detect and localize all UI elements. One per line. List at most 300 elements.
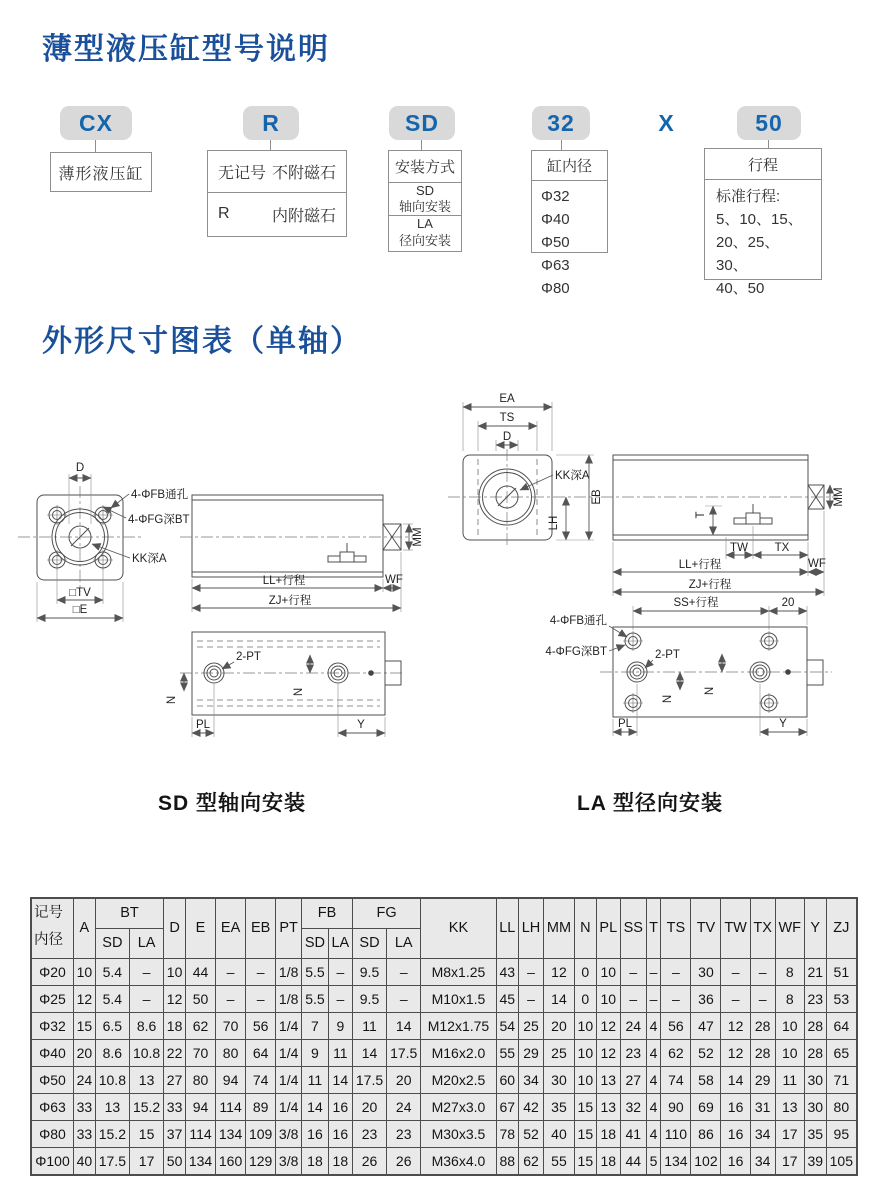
table-cell: 14 — [721, 1067, 750, 1094]
table-cell: 12 — [721, 1040, 750, 1067]
dim-label-fb-holes: 4-ΦFB通孔 — [549, 615, 607, 627]
table-cell: M30x3.5 — [421, 1121, 496, 1148]
col-header-fb: FB — [302, 898, 353, 929]
table-cell: 94 — [216, 1067, 246, 1094]
sub-header-fb-la: LA — [328, 929, 352, 959]
dim-label-fg-holes: 4-ΦFG深BT — [545, 646, 607, 658]
dim-label-ll-stroke: LL+行程 — [262, 575, 306, 587]
table-cell: 8.6 — [95, 1040, 129, 1067]
col-header-lh: LH — [519, 898, 544, 959]
table-cell: 16 — [721, 1148, 750, 1176]
dim-label-d: D — [75, 462, 85, 474]
table-row — [31, 1148, 857, 1176]
row-label: Φ32 — [31, 1013, 73, 1040]
table-cell: 10 — [574, 1013, 596, 1040]
dim-label-20: 20 — [781, 597, 795, 609]
sub-header-fb-sd: SD — [302, 929, 329, 959]
col-header-y: Y — [804, 898, 826, 959]
table-cell: 30 — [804, 1094, 826, 1121]
table-cell: M8x1.25 — [421, 959, 496, 986]
table-cell: – — [646, 959, 661, 986]
table-cell: 30 — [804, 1067, 826, 1094]
table-cell: 10.8 — [129, 1040, 163, 1067]
col-header-ea: EA — [216, 898, 246, 959]
dim-label-fb-holes: 4-ΦFB通孔 — [131, 489, 189, 501]
col-header-eb: EB — [246, 898, 276, 959]
dim-label-tw: TW — [730, 542, 748, 554]
table-cell: 90 — [661, 1094, 691, 1121]
dim-label-ea: EA — [499, 393, 515, 405]
table-cell: 62 — [661, 1040, 691, 1067]
table-cell: 65 — [826, 1040, 857, 1067]
table-cell: 15 — [574, 1094, 596, 1121]
dimension-table — [30, 897, 858, 1176]
table-cell: 26 — [352, 1148, 386, 1176]
dim-label-tv: □TV — [69, 587, 91, 599]
magnet-option-row — [208, 151, 346, 193]
col-header-tx: TX — [750, 898, 775, 959]
table-cell: 74 — [246, 1067, 276, 1094]
col-header-kk: KK — [421, 898, 496, 959]
table-cell: – — [129, 986, 163, 1013]
table-row — [31, 959, 857, 986]
header-corner — [31, 898, 73, 959]
table-cell: 58 — [691, 1067, 721, 1094]
dim-label-n: N — [293, 687, 305, 697]
table-cell: – — [661, 959, 691, 986]
la-mounting-caption: LA 型径向安装 — [576, 792, 724, 815]
dim-label-2pt: 2-PT — [655, 649, 680, 661]
table-cell: – — [387, 986, 421, 1013]
mounting-option-sd — [389, 183, 461, 216]
table-cell: 52 — [519, 1121, 544, 1148]
col-header-ll: LL — [496, 898, 518, 959]
model-section-title: 薄型液压缸型号说明 — [42, 33, 330, 66]
dim-label-ss-stroke: SS+行程 — [673, 597, 719, 609]
col-header-ts: TS — [661, 898, 691, 959]
table-cell: 5.4 — [95, 959, 129, 986]
table-cell: 9.5 — [352, 986, 386, 1013]
table-cell: 8.6 — [129, 1013, 163, 1040]
bore-size-line: Φ80 — [541, 280, 570, 297]
table-cell: – — [519, 959, 544, 986]
table-row — [31, 1094, 857, 1121]
stroke-line: 40、50 — [716, 280, 765, 297]
table-cell: 1/4 — [276, 1094, 302, 1121]
cx-description-box: 薄形液压缸 — [50, 152, 152, 192]
table-cell: 89 — [246, 1094, 276, 1121]
table-cell: 0 — [574, 986, 596, 1013]
table-cell: 27 — [164, 1067, 186, 1094]
stroke-box-header: 行程 — [705, 149, 821, 180]
table-cell: 74 — [661, 1067, 691, 1094]
table-cell: 10 — [73, 959, 95, 986]
table-cell: 28 — [804, 1013, 826, 1040]
table-cell: 11 — [352, 1013, 386, 1040]
table-cell: – — [246, 959, 276, 986]
table-cell: 70 — [185, 1040, 215, 1067]
table-cell: – — [216, 959, 246, 986]
col-header-bt: BT — [95, 898, 163, 929]
table-cell: 15 — [129, 1121, 163, 1148]
option-value: 不附磁石 — [271, 165, 336, 182]
table-cell: 18 — [164, 1013, 186, 1040]
col-header-pl: PL — [596, 898, 620, 959]
table-cell: 12 — [721, 1013, 750, 1040]
table-cell: 15.2 — [129, 1094, 163, 1121]
dim-label-fg-holes: 4-ΦFG深BT — [128, 514, 190, 526]
table-cell: 33 — [164, 1094, 186, 1121]
table-row — [31, 1040, 857, 1067]
table-cell: 4 — [646, 1121, 661, 1148]
table-cell: 134 — [661, 1148, 691, 1176]
table-cell: 28 — [750, 1040, 775, 1067]
bore-box-header: 缸内径 — [532, 151, 607, 181]
table-cell: 43 — [496, 959, 518, 986]
la-side-view — [601, 455, 845, 596]
table-cell: 8 — [775, 959, 804, 986]
option-code: LA — [417, 216, 433, 232]
col-header-tv: TV — [691, 898, 721, 959]
table-cell: 51 — [826, 959, 857, 986]
table-cell: – — [721, 959, 750, 986]
table-cell: 56 — [661, 1013, 691, 1040]
table-cell: 9 — [302, 1040, 329, 1067]
table-cell: 55 — [496, 1040, 518, 1067]
table-cell: 160 — [216, 1148, 246, 1176]
dim-label-lh: LH — [548, 515, 560, 531]
table-cell: 17.5 — [95, 1148, 129, 1176]
table-cell: 102 — [691, 1148, 721, 1176]
table-cell: 16 — [721, 1121, 750, 1148]
la-top-view — [448, 393, 603, 546]
table-cell: 23 — [387, 1121, 421, 1148]
code-badge-stroke: 50 — [737, 106, 801, 140]
dim-label-y: Y — [779, 718, 787, 730]
bore-size-line: Φ32 Φ40 — [541, 188, 570, 228]
option-code: SD — [415, 182, 435, 198]
stroke-option-box — [704, 148, 822, 297]
table-cell: 15 — [574, 1121, 596, 1148]
dim-label-n: N — [166, 695, 178, 705]
table-cell: 26 — [387, 1148, 421, 1176]
dim-label-y: Y — [357, 719, 365, 731]
table-cell: 18 — [328, 1148, 352, 1176]
table-cell: 20 — [543, 1013, 574, 1040]
table-cell: 80 — [185, 1067, 215, 1094]
la-bottom-view — [545, 595, 832, 736]
code-badge-cx: CX — [60, 106, 132, 140]
connector-line — [421, 140, 422, 150]
dim-label-2pt: 2-PT — [236, 651, 261, 663]
dim-label-n: N — [662, 694, 674, 704]
table-cell: 34 — [750, 1148, 775, 1176]
dim-label-zj-stroke: ZJ+行程 — [268, 595, 312, 607]
table-cell: 13 — [95, 1094, 129, 1121]
table-cell: 34 — [519, 1067, 544, 1094]
table-cell: 62 — [519, 1148, 544, 1176]
bore-option-box — [531, 150, 608, 297]
dim-label-wf: WF — [385, 574, 403, 586]
header-corner-bottom: 内径 — [34, 932, 63, 949]
dim-label-t: T — [695, 511, 707, 519]
dim-label-mm: MM — [412, 527, 424, 547]
table-cell: 55 — [543, 1148, 574, 1176]
table-cell: 86 — [691, 1121, 721, 1148]
dim-label-wf: WF — [808, 558, 826, 570]
table-cell: 109 — [246, 1121, 276, 1148]
table-cell: 114 — [216, 1094, 246, 1121]
table-cell: 32 — [620, 1094, 646, 1121]
magnet-option-row — [208, 193, 346, 235]
table-cell: 64 — [246, 1040, 276, 1067]
table-cell: 33 — [73, 1094, 95, 1121]
table-cell: – — [721, 986, 750, 1013]
sub-header-fg-la: LA — [387, 929, 421, 959]
col-header-zj: ZJ — [826, 898, 857, 959]
table-cell: 39 — [804, 1148, 826, 1176]
table-cell: 5.5 — [302, 986, 329, 1013]
table-cell: 14 — [352, 1040, 386, 1067]
table-cell: 3/8 — [276, 1121, 302, 1148]
table-cell: 80 — [826, 1094, 857, 1121]
table-cell: 30 — [691, 959, 721, 986]
col-header-e: E — [185, 898, 215, 959]
table-cell: 5 — [646, 1148, 661, 1176]
row-label: Φ40 — [31, 1040, 73, 1067]
dim-label-eb: EB — [591, 489, 603, 505]
table-cell: 15 — [574, 1148, 596, 1176]
dimension-section-title: 外形尺寸图表（单轴） — [42, 325, 362, 358]
table-cell: 14 — [543, 986, 574, 1013]
table-cell: – — [750, 959, 775, 986]
table-cell: 23 — [804, 986, 826, 1013]
table-cell: 13 — [775, 1094, 804, 1121]
table-cell: – — [216, 986, 246, 1013]
table-cell: 29 — [519, 1040, 544, 1067]
table-cell: 20 — [352, 1094, 386, 1121]
table-row — [31, 1067, 857, 1094]
table-cell: M10x1.5 — [421, 986, 496, 1013]
table-cell: 18 — [596, 1121, 620, 1148]
table-cell: 12 — [596, 1013, 620, 1040]
table-cell: – — [519, 986, 544, 1013]
table-cell: 10 — [596, 986, 620, 1013]
table-cell: 16 — [721, 1094, 750, 1121]
table-cell: 4 — [646, 1094, 661, 1121]
table-cell: 16 — [328, 1094, 352, 1121]
table-cell: 12 — [596, 1040, 620, 1067]
table-row — [31, 1013, 857, 1040]
row-label: Φ63 — [31, 1094, 73, 1121]
table-cell: 78 — [496, 1121, 518, 1148]
table-cell: M20x2.5 — [421, 1067, 496, 1094]
option-label: 径向安装 — [398, 232, 451, 248]
table-cell: 24 — [387, 1094, 421, 1121]
dim-label-kk: KK深A — [132, 553, 167, 565]
table-cell: 52 — [691, 1040, 721, 1067]
row-label: Φ20 — [31, 959, 73, 986]
dim-label-mm: MM — [833, 487, 845, 507]
sub-header-bt-sd: SD — [95, 929, 129, 959]
col-header-tw: TW — [721, 898, 750, 959]
table-cell: 10 — [775, 1013, 804, 1040]
table-cell: 1/8 — [276, 959, 302, 986]
table-cell: 94 — [185, 1094, 215, 1121]
table-cell: 56 — [246, 1013, 276, 1040]
table-cell: 1/8 — [276, 986, 302, 1013]
connector-line — [95, 140, 96, 152]
dim-label-tx: TX — [774, 542, 790, 554]
mounting-option-la — [389, 216, 461, 249]
table-cell: 17 — [775, 1148, 804, 1176]
table-cell: 41 — [620, 1121, 646, 1148]
option-key: R — [218, 205, 230, 222]
table-cell: 71 — [826, 1067, 857, 1094]
sub-header-fg-sd: SD — [352, 929, 386, 959]
table-cell: 1/4 — [276, 1067, 302, 1094]
table-cell: – — [387, 959, 421, 986]
table-cell: 13 — [129, 1067, 163, 1094]
table-cell: 4 — [646, 1013, 661, 1040]
option-value: 内附磁石 — [271, 207, 336, 225]
stroke-line: 标准行程: — [716, 188, 781, 205]
stroke-line: 20、25、30、 — [716, 234, 780, 274]
table-cell: 11 — [775, 1067, 804, 1094]
row-label: Φ100 — [31, 1148, 73, 1176]
table-cell: 31 — [750, 1094, 775, 1121]
table-cell: 60 — [496, 1067, 518, 1094]
table-cell: 129 — [246, 1148, 276, 1176]
table-cell: 4 — [646, 1040, 661, 1067]
connector-line — [270, 140, 271, 150]
dim-label-pl: PL — [617, 718, 633, 730]
dimension-drawings — [0, 380, 885, 770]
table-cell: 47 — [691, 1013, 721, 1040]
table-cell: 114 — [185, 1121, 215, 1148]
table-cell: 80 — [216, 1040, 246, 1067]
table-cell: 34 — [750, 1121, 775, 1148]
table-cell: 13 — [596, 1094, 620, 1121]
table-cell: 6.5 — [95, 1013, 129, 1040]
table-cell: 10 — [574, 1040, 596, 1067]
sd-front-view — [18, 462, 190, 622]
table-cell: 13 — [596, 1067, 620, 1094]
table-cell: 17.5 — [387, 1040, 421, 1067]
table-cell: 10.8 — [95, 1067, 129, 1094]
table-cell: – — [620, 959, 646, 986]
table-cell: 3/8 — [276, 1148, 302, 1176]
sd-side-view — [180, 495, 424, 612]
table-cell: – — [246, 986, 276, 1013]
table-cell: 15.2 — [95, 1121, 129, 1148]
col-header-ss: SS — [620, 898, 646, 959]
col-header-t: T — [646, 898, 661, 959]
col-header-wf: WF — [775, 898, 804, 959]
table-cell: 33 — [73, 1121, 95, 1148]
table-cell: 10 — [164, 959, 186, 986]
table-cell: 10 — [596, 959, 620, 986]
table-cell: 25 — [519, 1013, 544, 1040]
table-cell: M16x2.0 — [421, 1040, 496, 1067]
table-cell: 14 — [387, 1013, 421, 1040]
table-cell: 134 — [216, 1121, 246, 1148]
table-cell: 40 — [543, 1121, 574, 1148]
table-cell: 15 — [73, 1013, 95, 1040]
table-cell: 62 — [185, 1013, 215, 1040]
table-cell: 35 — [543, 1094, 574, 1121]
table-cell: 1/4 — [276, 1013, 302, 1040]
table-cell: 17.5 — [352, 1067, 386, 1094]
code-badge-sd: SD — [389, 106, 455, 140]
table-cell: M12x1.75 — [421, 1013, 496, 1040]
col-header-d: D — [164, 898, 186, 959]
table-cell: 67 — [496, 1094, 518, 1121]
row-label: Φ25 — [31, 986, 73, 1013]
table-cell: – — [328, 986, 352, 1013]
dim-label-ts: TS — [499, 412, 515, 424]
table-cell: 7 — [302, 1013, 329, 1040]
table-cell: – — [129, 959, 163, 986]
table-cell: 10 — [574, 1067, 596, 1094]
table-cell: 28 — [750, 1013, 775, 1040]
mounting-box-header: 安装方式 — [389, 151, 461, 183]
table-cell: – — [620, 986, 646, 1013]
table-cell: 17 — [129, 1148, 163, 1176]
table-cell: M36x4.0 — [421, 1148, 496, 1176]
table-cell: 70 — [216, 1013, 246, 1040]
table-cell: 0 — [574, 959, 596, 986]
table-header — [31, 898, 857, 959]
table-cell: 16 — [328, 1121, 352, 1148]
table-cell: 11 — [302, 1067, 329, 1094]
col-header-a: A — [73, 898, 95, 959]
table-cell: 10 — [775, 1040, 804, 1067]
table-cell: 50 — [164, 1148, 186, 1176]
dim-label-pl: PL — [195, 719, 211, 731]
row-label: Φ50 — [31, 1067, 73, 1094]
table-cell: 37 — [164, 1121, 186, 1148]
table-cell: 11 — [328, 1040, 352, 1067]
table-cell: 1/4 — [276, 1040, 302, 1067]
row-label: Φ80 — [31, 1121, 73, 1148]
table-cell: 14 — [328, 1067, 352, 1094]
table-cell: 27 — [620, 1067, 646, 1094]
table-cell: 69 — [691, 1094, 721, 1121]
table-cell: 29 — [750, 1067, 775, 1094]
table-cell: 21 — [804, 959, 826, 986]
dim-label-kk: KK深A — [555, 470, 590, 482]
code-badge-bore: 32 — [532, 106, 590, 140]
table-cell: 23 — [620, 1040, 646, 1067]
table-cell: 5.5 — [302, 959, 329, 986]
table-cell: 23 — [352, 1121, 386, 1148]
connector-line — [768, 140, 769, 148]
bore-size-line: Φ50 Φ63 — [541, 234, 570, 274]
table-cell: 44 — [185, 959, 215, 986]
table-cell: 8 — [775, 986, 804, 1013]
dim-table-body — [31, 959, 857, 1176]
col-header-fg: FG — [352, 898, 420, 929]
table-cell: 24 — [73, 1067, 95, 1094]
option-key: 无记号 — [218, 165, 267, 182]
table-cell: 9 — [328, 1013, 352, 1040]
dim-label-e: □E — [72, 604, 88, 616]
col-header-mm: MM — [543, 898, 574, 959]
table-cell: – — [661, 986, 691, 1013]
table-cell: 30 — [543, 1067, 574, 1094]
table-cell: 45 — [496, 986, 518, 1013]
